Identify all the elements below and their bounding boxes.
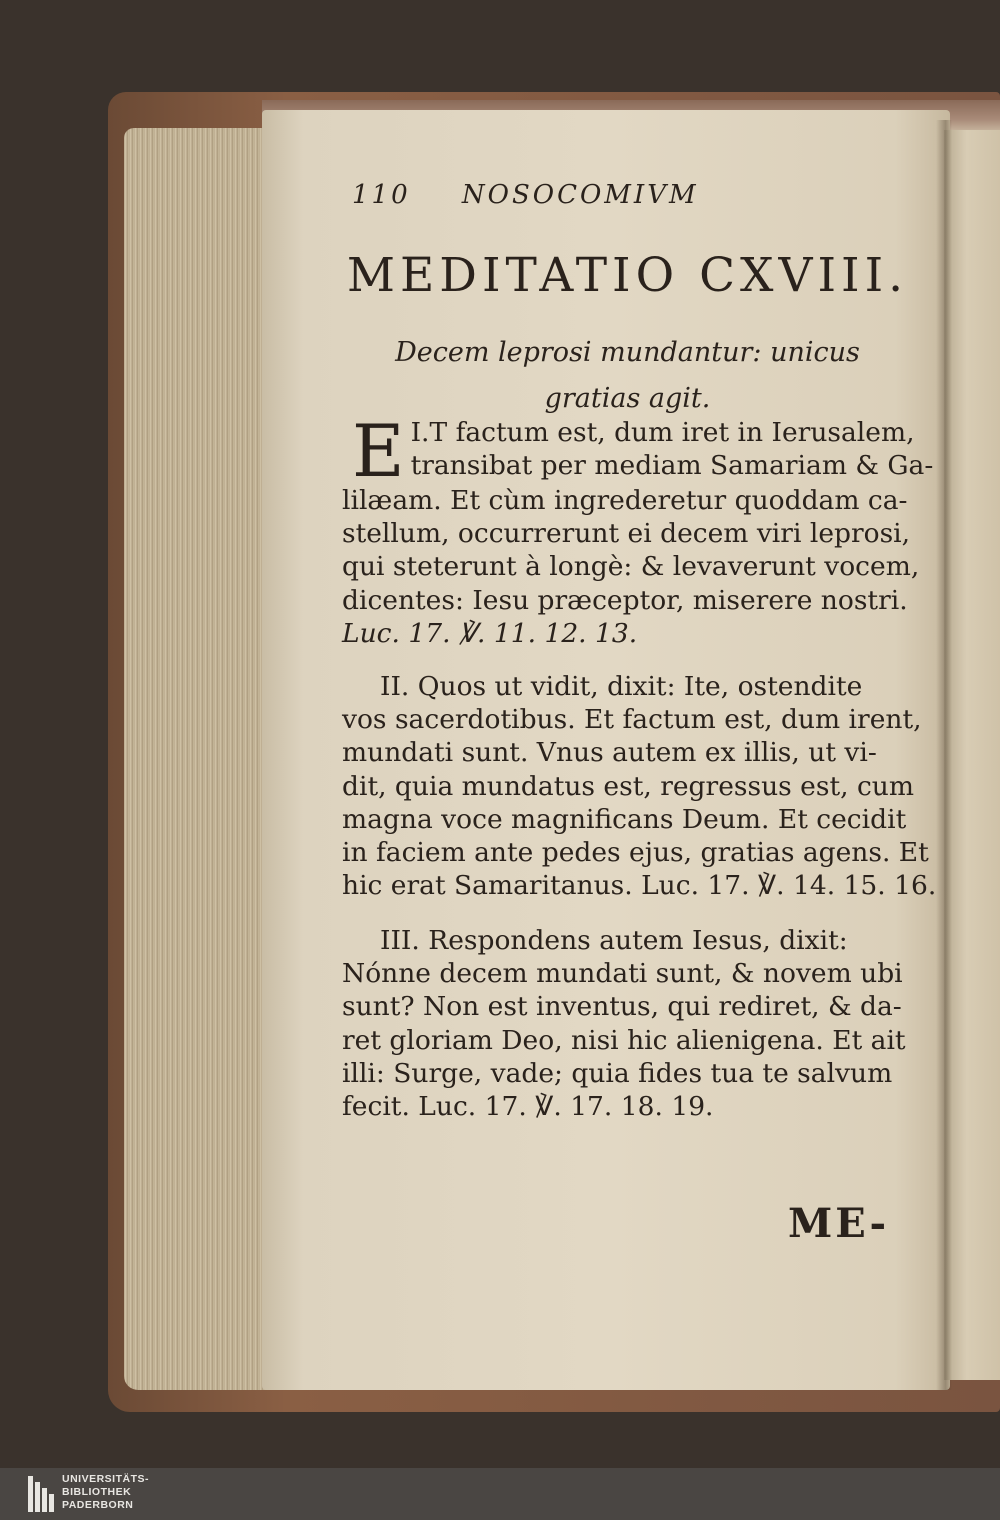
text-line: stellum, occurrerunt ei decem viri leprosi,: [342, 518, 911, 550]
text-line: qui steterunt à longè: & levaverunt vocem,: [342, 551, 920, 583]
text-line: in faciem ante pedes ejus, gratias agens. Et: [342, 836, 929, 868]
text-line: magna voce magnificans Deum. Et cecidit: [342, 803, 907, 835]
page-number: 110: [352, 180, 411, 210]
text-line: III. Respondens autem Iesus, dixit:: [380, 925, 848, 956]
scripture-reference: Luc. 17. ℣. 11. 12. 13.: [342, 617, 638, 649]
paragraph-2: [342, 670, 937, 902]
paragraph-number: I.: [410, 417, 430, 448]
text-line: vos sacerdotibus. Et factum est, dum irent,: [342, 704, 922, 736]
text-line: ret gloriam Deo, nisi hic alienigena. Et ait: [342, 1024, 906, 1056]
subtitle-line-1: Decem leprosi mundantur: unicus: [395, 337, 860, 368]
text-line: fecit. Luc. 17. ℣. 17. 18. 19.: [342, 1090, 714, 1122]
text-line: mundati sunt. Vnus autem ex illis, ut vi-: [342, 737, 877, 769]
text-line: hic erat Samaritanus. Luc. 17. ℣. 14. 15. 16.: [342, 870, 937, 902]
text-line: transibat per mediam Samariam & Ga-: [410, 450, 934, 482]
facing-page: [944, 130, 1000, 1380]
meditation-title: MEDITATIO CXVIII.: [346, 248, 909, 303]
paragraph-3: [342, 924, 912, 1123]
gutter-shadow: [936, 120, 952, 1390]
meditation-subtitle: [340, 330, 915, 422]
page-edges: [124, 128, 274, 1390]
drop-initial: E: [352, 409, 405, 493]
running-header: [352, 180, 872, 210]
text-line: lilæam. Et cùm ingrederetur quoddam ca-: [342, 485, 908, 516]
library-name: UNIVERSITÄTS- BIBLIOTHEK PADERBORN: [62, 1473, 150, 1511]
running-head-title: NOSOCOMIVM: [461, 180, 699, 210]
subtitle-line-2: gratias agit.: [544, 383, 711, 414]
text-line: II. Quos ut vidit, dixit: Ite, ostendite: [380, 671, 863, 702]
text-line: dicentes: Iesu præceptor, miserere nostri.: [342, 584, 908, 616]
text-line: T factum est, dum iret in Ierusalem,: [429, 417, 915, 448]
catchword: ME-: [788, 1200, 890, 1247]
library-logo-icon: [28, 1476, 54, 1512]
text-line: Nónne decem mundati sunt, & novem ubi: [342, 958, 903, 990]
paragraph-1: [342, 409, 934, 650]
library-footer: [0, 1468, 1000, 1520]
text-line: illi: Surge, vade; quia fides tua te salvum: [342, 1057, 893, 1089]
text-line: sunt? Non est inventus, qui rediret, & da-: [342, 991, 902, 1023]
text-line: dit, quia mundatus est, regressus est, cum: [342, 770, 914, 802]
